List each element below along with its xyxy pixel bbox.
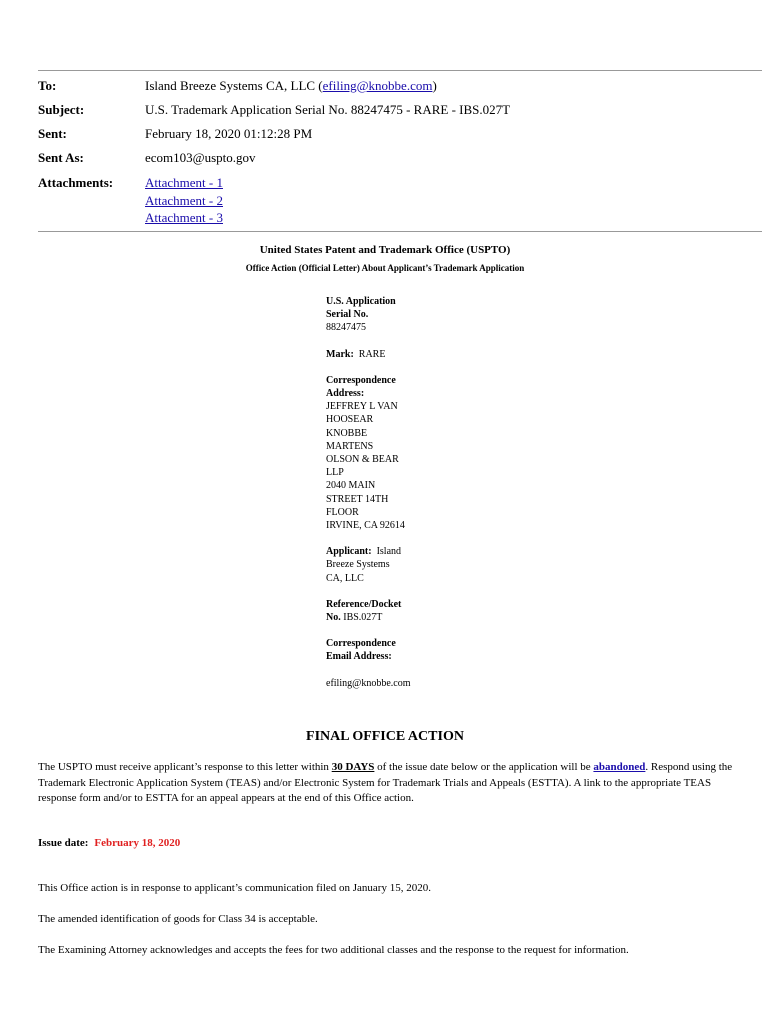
fees-paragraph: The Examining Attorney acknowledges and accepts the fees for two additional classes and the response to the request for information. [38,944,629,956]
attachments-label: Attachments: [38,175,114,190]
correspondence-email: efiling@knobbe.com [326,677,411,689]
final-office-action-title: FINAL OFFICE ACTION [306,729,464,744]
corr-label-1: Correspondence [326,374,396,386]
intro-text-1: The USPTO must receive applicant’s response to this letter within [38,761,332,773]
office-title: United States Patent and Trademark Office (USPTO) [259,244,511,256]
mark-value: RARE [358,348,386,360]
intro-paragraph [38,760,738,807]
sent-row [38,122,762,146]
intro-text-3: . Respond using the Trademark Electronic Application System (TEAS) and/or Electronic System for Trademark Trials and Appeals (ESTTA). A link to the appropriate TEAS response form and/or to ESTTA for an appeal appears at the end of this Office action. [38,761,733,805]
docket-label-2: No. [326,612,341,624]
subject-row [38,98,762,122]
address-line: 2040 MAIN [326,480,376,492]
sent-as-row [38,146,762,170]
docket-group [326,598,446,624]
issue-date-value: February 18, 2020 [94,837,181,849]
subject-value: U.S. Trademark Application Serial No. 88247475 - RARE - IBS.027T [145,102,511,117]
serial-number: 88247475 [326,322,366,334]
issue-date-label: Issue date: [38,837,89,849]
docket-label-1: Reference/Docket [326,598,402,610]
identification-paragraph: The amended identification of goods for Class 34 is acceptable. [38,913,318,925]
to-email-link[interactable]: efiling@knobbe.com [322,78,433,93]
applicant-line-1: Island [376,546,402,558]
to-label: To: [38,78,57,93]
sent-as-value: ecom103@uspto.gov [145,150,256,165]
attachment-link-3[interactable]: Attachment - 3 [145,210,223,225]
docket-number: IBS.027T [343,612,383,624]
applicant-line-3: CA, LLC [326,572,364,584]
abandoned-link[interactable]: abandoned [593,761,646,773]
response-deadline: 30 DAYS [331,761,375,773]
attachments-row [38,171,762,227]
address-line: STREET 14TH [326,493,389,505]
applicant-group [326,545,446,585]
serial-label-2: Serial No. [326,309,369,321]
sent-as-label: Sent As: [38,150,84,165]
sent-label: Sent: [38,126,67,141]
to-value [145,74,762,98]
application-info [326,295,446,703]
mark-label: Mark: [326,348,354,360]
address-line: OLSON & BEAR [326,454,399,466]
serial-group [326,295,446,335]
address-line: IRVINE, CA 92614 [326,520,405,532]
applicant-label: Applicant: [326,546,372,558]
sent-value: February 18, 2020 01:12:28 PM [145,126,313,141]
correspondence-email-group [326,637,446,690]
intro-text-2: of the issue date below or the application will be [374,761,594,773]
attachment-link-1[interactable]: Attachment - 1 [145,175,223,190]
address-line: MARTENS [326,440,374,452]
email-header [38,70,762,232]
to-name: Island Breeze Systems CA, LLC ( [145,78,323,93]
address-line: FLOOR [326,506,359,518]
subject-label: Subject: [38,102,85,117]
address-line: KNOBBE [326,427,368,439]
to-row [38,74,762,98]
address-line: HOOSEAR [326,414,374,426]
attachment-link-2[interactable]: Attachment - 2 [145,192,223,208]
serial-label-1: U.S. Application [326,296,396,307]
response-paragraph: This Office action is in response to applicant’s communication filed on January 15, 2020. [38,882,431,894]
to-close: ) [432,78,437,93]
office-subtitle: Office Action (Official Letter) About Applicant’s Trademark Application [245,263,525,273]
email-label-1: Correspondence [326,638,396,650]
mark-group [326,348,446,361]
address-line: JEFFREY L VAN [326,401,398,413]
corr-label-2: Address: [326,388,365,400]
attachments-list [145,171,223,227]
issue-date-line [38,837,180,849]
email-label-2: Email Address: [326,651,392,663]
correspondence-address-group [326,374,446,532]
applicant-line-2: Breeze Systems [326,559,390,571]
address-line: LLP [326,467,344,479]
